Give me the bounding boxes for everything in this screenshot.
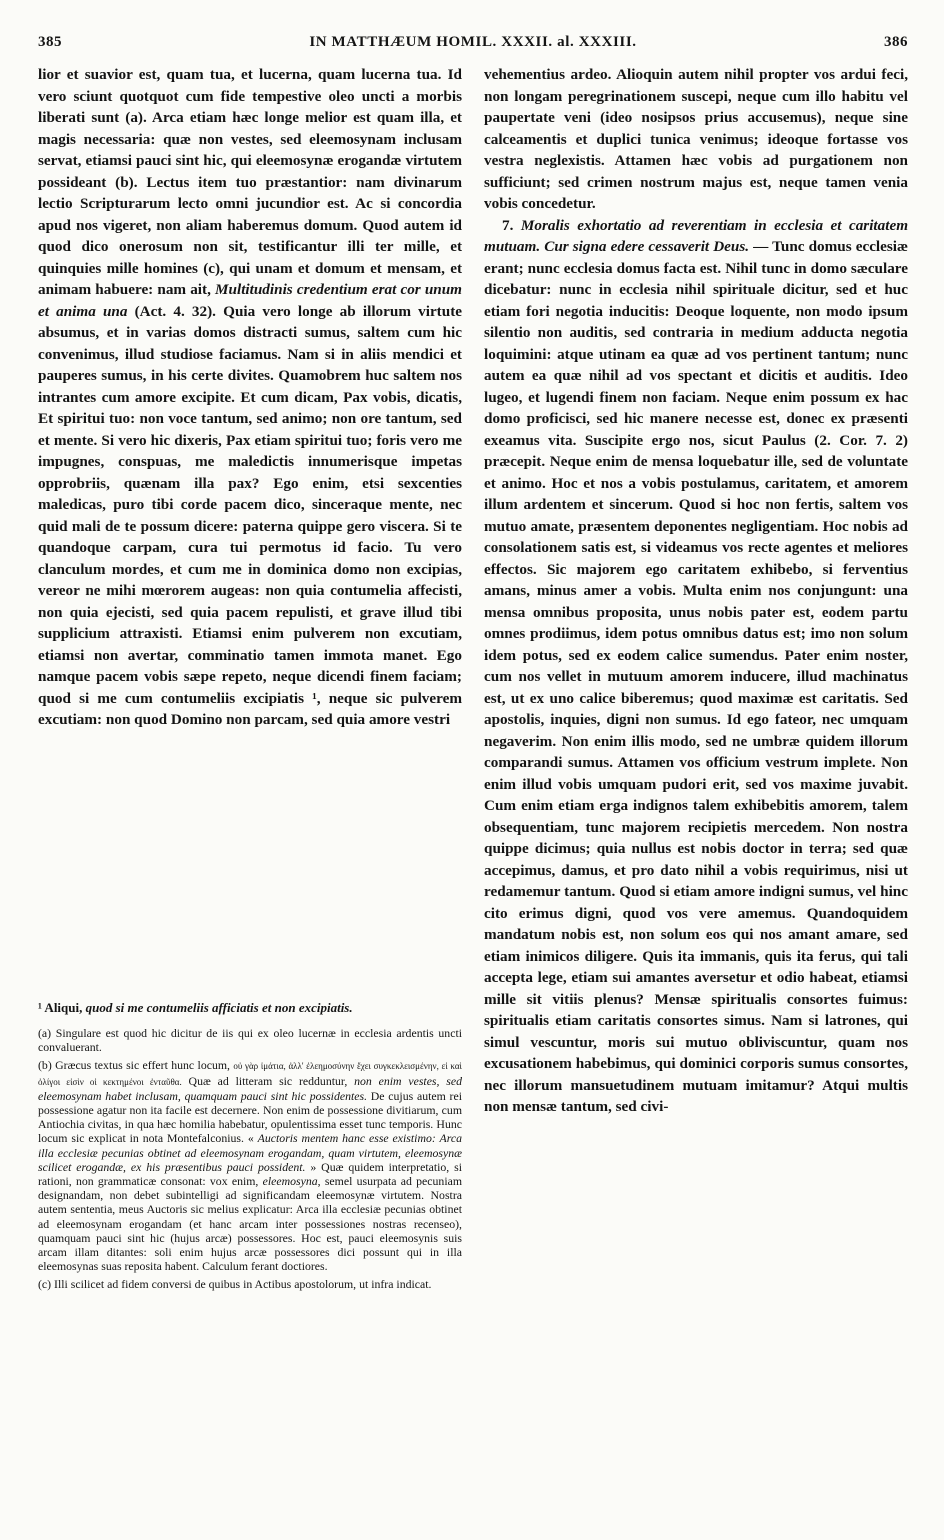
text-run: , semel usurpata ad pecuniam designandam, non debet subintelligi ad significandam eleemosynæ virtutem. Nostra autem sententia, meus Auctoris sic melius explicatur: Arca illa ecclesiæ pecunias obtinet ad eleemosynam erogandam (et hanc arcam inter possessiones nostras recenseo), quamquam pauci sint hic (hujus arcæ) possessores. Hoc est, pauci eleemosynis suis arcam illam ditantes: soli enim hujus arcæ possessores dici possunt qui in illa eleemosynas suas reposita habent. Calculum ferant doctiores. xyxy=(38,1174,463,1274)
footnote-text: Illi scilicet ad fidem conversi de quibus in Actibus apostolorum, ut infra indicat. xyxy=(54,1277,432,1292)
footnote-c xyxy=(38,1277,462,1291)
text-run: Quæ ad litteram sic redduntur, xyxy=(181,1073,355,1088)
page-number-right: 386 xyxy=(884,34,908,50)
section-number: 7. xyxy=(502,216,521,234)
left-column xyxy=(38,64,462,731)
text-run: Quia vero longe ab illorum virtute absumus, et in varias domos distracti sumus, saltem cum hic convenimus, illud studiose faciamus. Nam si in aliis mendici et pauperes sumus, in his certe divites. Quamobrem huc saltem nos intrantes cum amore excipite. Et cum dicam, Pax vobis, dicatis, Et spiritui tuo: non voce tantum, sed animo; non ore tantum, sed et mente. Si vero hic dixeris, Pax etiam spiritui tuo; foris vero me impugnes, conspuas, me maledictis innumerisque impetas opprobriis, quænam illa pax? Ego enim, etsi sexcenties maledicas, puro tibi corde pacem dico, sinceraque mente, nec quid mali de te possum dicere: paterna quippe gero viscera. Si te quandoque carpam, cura tui permotus id facio. Tu vero clanculum mordes, et cum me in dominica domo non excipias, vereor ne mihi mœrorem augeas: non quia contumelia affecisti, non quia ejecisti, sed quia pacem repulisti, et grave illud tibi supplicium attraxisti. Etiamsi enim pulverem non excutiam, etiamsi non avertar, comminatio tamen immota manet. Ego namque pacem vobis sæpe repeto, neque dicendi finem faciam; quod si me cum contumeliis excipiatis ¹, neque sic pulverem excutiam: non quod Domino non parcam, sed quia amore vestri xyxy=(38,302,462,728)
text-run: lior et suavior est, quam tua, et lucerna, quam lucerna tua. Id vero sciunt quotquot cum fide tempestive oleo uncti a morbis liberati sunt (a). Arca etiam hæc longe melior est quam illa, et magis necessaria: quæ non vestes, sed eleemosynam inclusam servat, etiamsi pauci sint hic, qui eleemosynæ erogandæ virtutem possideant (b). Lectus item tuo præstantior: nam divinarum lectio Scripturarum lecto omni jucundior est. Ac si concordia apud nos vigeret, non aliam haberemus domum. Quod autem id quod dico onerosum non sit, testificantur illi ter mille, et quinquies mille homines (c), qui unam et domum et mensam, et animam habuere: nam ait, xyxy=(38,66,462,298)
footnote-marker: ¹ Aliqui, xyxy=(38,1000,86,1015)
footnote-marker: (b) xyxy=(38,1058,56,1073)
text-run: » Quæ quidem interpretatio, si rationi, non grammaticæ consonat: vox enim, xyxy=(38,1159,462,1189)
right-column-paragraph-2 xyxy=(484,215,908,1118)
footnote-a xyxy=(38,1026,462,1054)
right-column-paragraph-1: vehementius ardeo. Alioquin autem nihil propter vos ardui feci, non longam peregrinationem suscepi, neque cum illo habitu vel paupertate veni (ideo nosipsos prius accusemus), neque sine calceamentis et duplici tunica venimus; ideoque fortasse vos vestra neglexistis. Attamen hæc vobis ad purgationem non sufficiunt; sed crimen nostrum majus est, neque tamen venia vobis concedetur. xyxy=(484,66,908,212)
footnote-marker: (a) xyxy=(38,1026,56,1040)
page-number-left: 385 xyxy=(38,34,62,50)
footnote-b xyxy=(38,1058,462,1273)
scripture-reference: (Act. 4. 32). xyxy=(127,302,224,320)
footnotes xyxy=(38,1000,462,1296)
latin-translation: non enim vestes, sed eleemosynam habet inclusam, quamquam pauci sint hic possidentes. xyxy=(38,1073,462,1103)
page-header xyxy=(38,34,908,58)
text-run: De cujus autem rei possessione agatur non ita facile est decernere. Non enim de possessione divitiarum, cum Antiochia civitas, in qua hæc homilia habebatur, opulentissima esset tunc temporis. Hunc locum sic explicat in nota Montefalconius. « xyxy=(38,1088,462,1146)
footnote-text: Singulare est quod hic dicitur de iis qui ex oleo lucernæ in ecclesia ardentis uncti convaluerant. xyxy=(38,1026,463,1055)
footnote-1 xyxy=(38,1000,462,1016)
scripture-quote: Multitudinis credentium erat cor unum et anima una xyxy=(38,281,462,320)
right-column xyxy=(484,64,908,1118)
quoted-note: Auctoris mentem hanc esse existimo: Arca illa ecclesiæ pecunias obtinet ad eleemosynam erogandam, quam virtutem, eleemosynæ scilicet erogandæ, ex his præsentibus pauci possident. xyxy=(38,1131,462,1174)
footnote-text: quod si me contumeliis afficiatis et non excipiatis. xyxy=(85,1000,353,1015)
term: eleemosyna xyxy=(262,1174,318,1189)
text-run: Græcus textus sic effert hunc locum, xyxy=(55,1058,234,1073)
footnote-marker: (c) xyxy=(38,1277,55,1292)
text-run: — Tunc domus ecclesiæ erant; nunc ecclesia domus facta est. Nihil tunc in domo sæculare dicebatur: nunc in ecclesia nihil spirituale dicitur, sed et huc etiam fori negotia inducitis: Deoque loquente, non modo ipsum silentio non auditis, sed contraria in medium adducta negotia loquimini: atque utinam ea quæ ad vos pertinent tantum; nunc autem ea quæ nihil ad vos spectant et dicitis et auditis. Ideo lugeo, et lugendi finem non faciam. Neque enim possum ex hac domo proficisci, sed hic manere necesse est, donec ex præsenti exeamus vita. Suscipite ergo nos, sicut Paulus (2. Cor. 7. 2) præcepit. Neque enim de mensa loquebatur ille, sed de voluntate et animo. Hoc et nos a vobis postulamus, caritatem, et amorem illum ardentem et sincerum. Quod si hoc non fertis, saltem vos mutuo amate, præsentem deponentes negligentiam. Hoc nobis ad consolationem satis est, si videamus vos recte agentes et meliores effectos. Sic majorem ego caritatem exhibebo, si ferventius amans, minus amer a vobis. Multa enim nos conjungunt: una mensa omnibus proposita, unus nobis pater est, eodem partu omnes prodiimus, idem potus omnibus datus est; imo non solum idem potus, sed ex eodem calice sumendus. Pater enim noster, cum nos vellet in mutuum amorem inducere, illud machinatus est, ut ex uno calice biberemus; quod maximæ est caritatis. Sed apostolis, inquies, digni non sumus. Id ego fateor, nec umquam negaverim. Non enim illis modo, sed ne umbræ quidem illorum comparandi sumus. Attamen vos officium vestrum implete. Non enim illud vobis umquam pudori erit, sed vos maxime juvabit. Cum enim etiam erga indignos talem exhibebitis amorem, talem obsequentiam, tunc majorem recipietis mercedem. Non nostra quippe dicimus; quia nullus est nobis doctor in terra; sed quæ accepimus, damus, et pro dato nihil a vobis requirimus, nisi ut redamemur tantum. Quod si etiam amore indigni sumus, vel hinc cito erimus digni, quod vos vere amemus. Quandoquidem mandatum nobis est, non solum eos qui nos amant amare, sed etiam inimicos diligere. Quis ita immanis, quis ita ferus, qui tali accepta lege, etiam sui amantes aversetur et odio habeat, etiamsi mille sit vitiis plenus? Mensæ spiritualis consortes fuimus: spiritualis etiam caritatis consortes simus. Nam si latrones, qui simul vescuntur, moris sui mutuo obliviscuntur, quam nos excusationem habebimus, qui dominici corporis sumus consortes, nec illorum mansuetudinem mutuam imitamur? Atqui multis non mensæ tantum, sed civi- xyxy=(484,238,908,1115)
section-heading: Moralis exhortatio ad reverentiam in ecclesia et caritatem mutuam. Cur signa edere cessaverit Deus. xyxy=(484,216,909,255)
left-column-text xyxy=(38,64,462,731)
greek-quote: οὐ γὰρ ἱμάτια, ἀλλ' ἐλεημοσύνην ἔχει συγκεκλεισμένην, εἰ καὶ ὀλίγοι εἰσὶν οἱ κεκτημένοι ἐνταῦθα. xyxy=(38,1061,462,1087)
running-title: IN MATTHÆUM HOMIL. XXXII. al. XXXIII. xyxy=(309,34,637,50)
